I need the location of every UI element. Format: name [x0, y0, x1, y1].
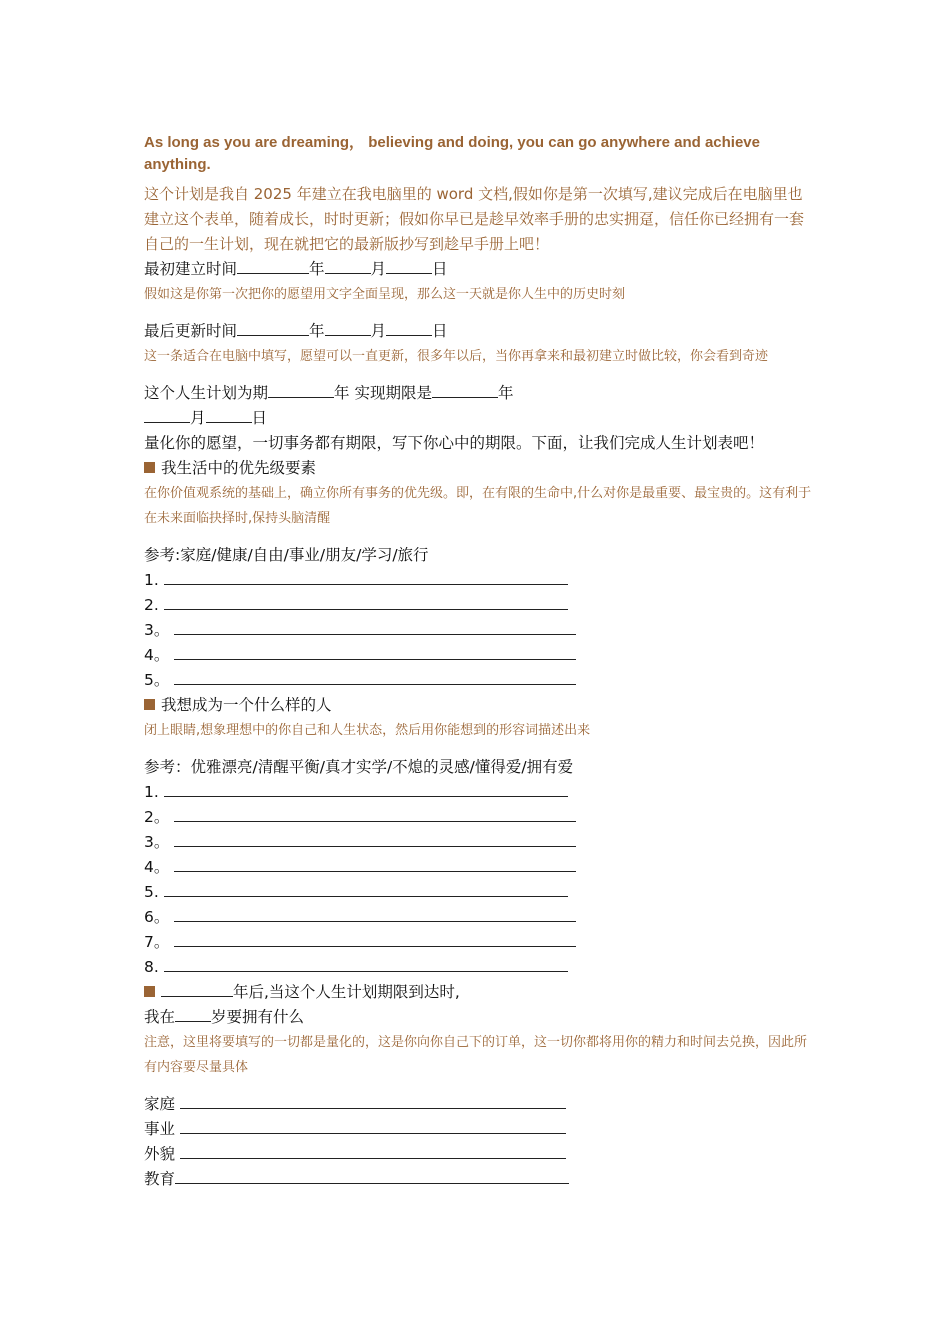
ideal-field-6[interactable] — [174, 906, 576, 922]
updated-day-field[interactable] — [386, 320, 432, 336]
motto-quote: As long as you are dreaming， believing and doing, you can go anywhere and achieve anything. — [144, 134, 760, 173]
age-suffix: 岁要拥有什么 — [211, 1008, 305, 1026]
item-number: 5。 — [144, 671, 170, 689]
created-day-field[interactable] — [386, 258, 432, 274]
age-field[interactable] — [175, 1006, 211, 1022]
category-row — [144, 1142, 814, 1167]
list-item — [144, 568, 814, 593]
ideal-self-heading — [144, 693, 814, 718]
ideal-self-reference: 参考：优雅漂亮/清醒平衡/真才实学/不熄的灵感/懂得爱/拥有爱 — [144, 758, 574, 776]
ideal-field-5[interactable] — [164, 881, 568, 897]
created-year-field[interactable] — [237, 258, 309, 274]
list-item — [144, 930, 814, 955]
future-age-line — [144, 1005, 814, 1030]
period-years-field[interactable] — [268, 382, 334, 398]
deadline-month-field[interactable] — [144, 407, 190, 423]
category-label: 家庭 — [144, 1095, 176, 1113]
deadline-day-field[interactable] — [206, 407, 252, 423]
month-unit: 月 — [370, 322, 387, 340]
priorities-reference: 参考:家庭/健康/自由/事业/朋友/学习/旅行 — [144, 546, 429, 564]
ideal-field-4[interactable] — [174, 856, 576, 872]
year-unit: 年 — [309, 322, 325, 340]
ideal-field-2[interactable] — [174, 806, 576, 822]
item-number: 8. — [144, 958, 159, 976]
item-number: 1. — [144, 571, 159, 589]
month-unit: 月 — [370, 260, 387, 278]
intro-paragraph: 这个计划是我自 2025 年建立在我电脑里的 word 文档,假如你是第一次填写,建议完成后在电脑里也建立这个表单，随着成长，时时更新；假如你早已是趁早效率手册的忠实拥趸，信任你已经拥有一套自己的一生计划，现在就把它的最新版抄写到趁早手册上吧！ — [144, 185, 805, 253]
ideal-self-heading-text: 我想成为一个什么样的人 — [161, 696, 332, 714]
category-label: 外貌 — [144, 1145, 176, 1163]
ideal-field-3[interactable] — [174, 831, 576, 847]
priority-field-3[interactable] — [174, 619, 576, 635]
month-unit: 月 — [190, 409, 206, 427]
created-date-label: 最初建立时间 — [144, 260, 238, 278]
period-line — [144, 381, 814, 406]
priority-field-4[interactable] — [174, 644, 576, 660]
family-field[interactable] — [180, 1093, 566, 1109]
deadline-line — [144, 406, 814, 431]
priority-field-2[interactable] — [164, 594, 568, 610]
category-label: 教育 — [144, 1170, 176, 1188]
future-heading-text: 年后,当这个人生计划期限到达时, — [233, 983, 460, 1001]
list-item — [144, 780, 814, 805]
list-item — [144, 618, 814, 643]
category-row — [144, 1167, 814, 1192]
deadline-label: 实现期限是 — [354, 384, 432, 402]
ideal-field-1[interactable] — [164, 781, 568, 797]
list-item — [144, 668, 814, 693]
year-unit: 年 — [334, 384, 350, 402]
period-label: 这个人生计划为期 — [144, 384, 269, 402]
list-item — [144, 593, 814, 618]
item-number: 7。 — [144, 933, 170, 951]
ideal-self-note: 闭上眼睛,想象理想中的你自己和人生状态，然后用你能想到的形容词描述出来 — [144, 723, 591, 738]
future-heading — [144, 980, 814, 1005]
updated-date-line — [144, 319, 814, 344]
list-item — [144, 855, 814, 880]
item-number: 2。 — [144, 808, 170, 826]
updated-year-field[interactable] — [237, 320, 309, 336]
item-number: 5. — [144, 883, 159, 901]
updated-date-label: 最后更新时间 — [144, 322, 238, 340]
future-note: 注意，这里将要填写的一切都是量化的，这是你向你自己下的订单，这一切你都将用你的精力和时间去兑换，因此所有内容要尽量具体 — [144, 1035, 808, 1075]
item-number: 3。 — [144, 833, 170, 851]
list-item — [144, 905, 814, 930]
item-number: 6。 — [144, 908, 170, 926]
list-item — [144, 880, 814, 905]
future-years-field[interactable] — [161, 981, 233, 997]
day-unit: 日 — [432, 260, 448, 278]
ideal-field-7[interactable] — [174, 931, 576, 947]
list-item — [144, 805, 814, 830]
category-label: 事业 — [144, 1120, 176, 1138]
document-page — [144, 132, 814, 1192]
year-unit: 年 — [309, 260, 325, 278]
item-number: 1. — [144, 783, 159, 801]
category-row — [144, 1092, 814, 1117]
updated-month-field[interactable] — [325, 320, 371, 336]
day-unit: 日 — [432, 322, 448, 340]
square-bullet-icon — [144, 462, 155, 473]
list-item — [144, 643, 814, 668]
priorities-heading — [144, 456, 814, 481]
created-note: 假如这是你第一次把你的愿望用文字全面呈现，那么这一天就是你人生中的历史时刻 — [144, 287, 626, 302]
day-unit: 日 — [251, 409, 268, 427]
square-bullet-icon — [144, 986, 155, 997]
ideal-field-8[interactable] — [164, 956, 568, 972]
created-date-line — [144, 257, 814, 282]
item-number: 2. — [144, 596, 159, 614]
appearance-field[interactable] — [180, 1143, 566, 1159]
created-month-field[interactable] — [325, 258, 371, 274]
year-unit: 年 — [497, 384, 514, 402]
career-field[interactable] — [180, 1118, 566, 1134]
priorities-heading-text: 我生活中的优先级要素 — [161, 459, 317, 477]
priorities-note: 在你价值观系统的基础上，确立你所有事务的优先级。即，在有限的生命中,什么对你是最重要、最宝贵的。这有利于在未来面临抉择时,保持头脑清醒 — [144, 486, 812, 526]
age-prefix: 我在 — [144, 1008, 176, 1026]
updated-note: 这一条适合在电脑中填写，愿望可以一直更新，很多年以后，当你再拿来和最初建立时做比较，你会看到奇迹 — [144, 349, 769, 364]
deadline-year-field[interactable] — [432, 382, 498, 398]
square-bullet-icon — [144, 699, 155, 710]
priority-field-1[interactable] — [164, 569, 568, 585]
item-number: 4。 — [144, 646, 170, 664]
item-number: 3。 — [144, 621, 170, 639]
category-row — [144, 1117, 814, 1142]
education-field[interactable] — [175, 1168, 569, 1184]
priority-field-5[interactable] — [174, 669, 576, 685]
item-number: 4。 — [144, 858, 170, 876]
list-item — [144, 830, 814, 855]
list-item — [144, 955, 814, 980]
quantify-text: 量化你的愿望，一切事务都有期限，写下你心中的期限。下面，让我们完成人生计划表吧！ — [144, 434, 765, 452]
